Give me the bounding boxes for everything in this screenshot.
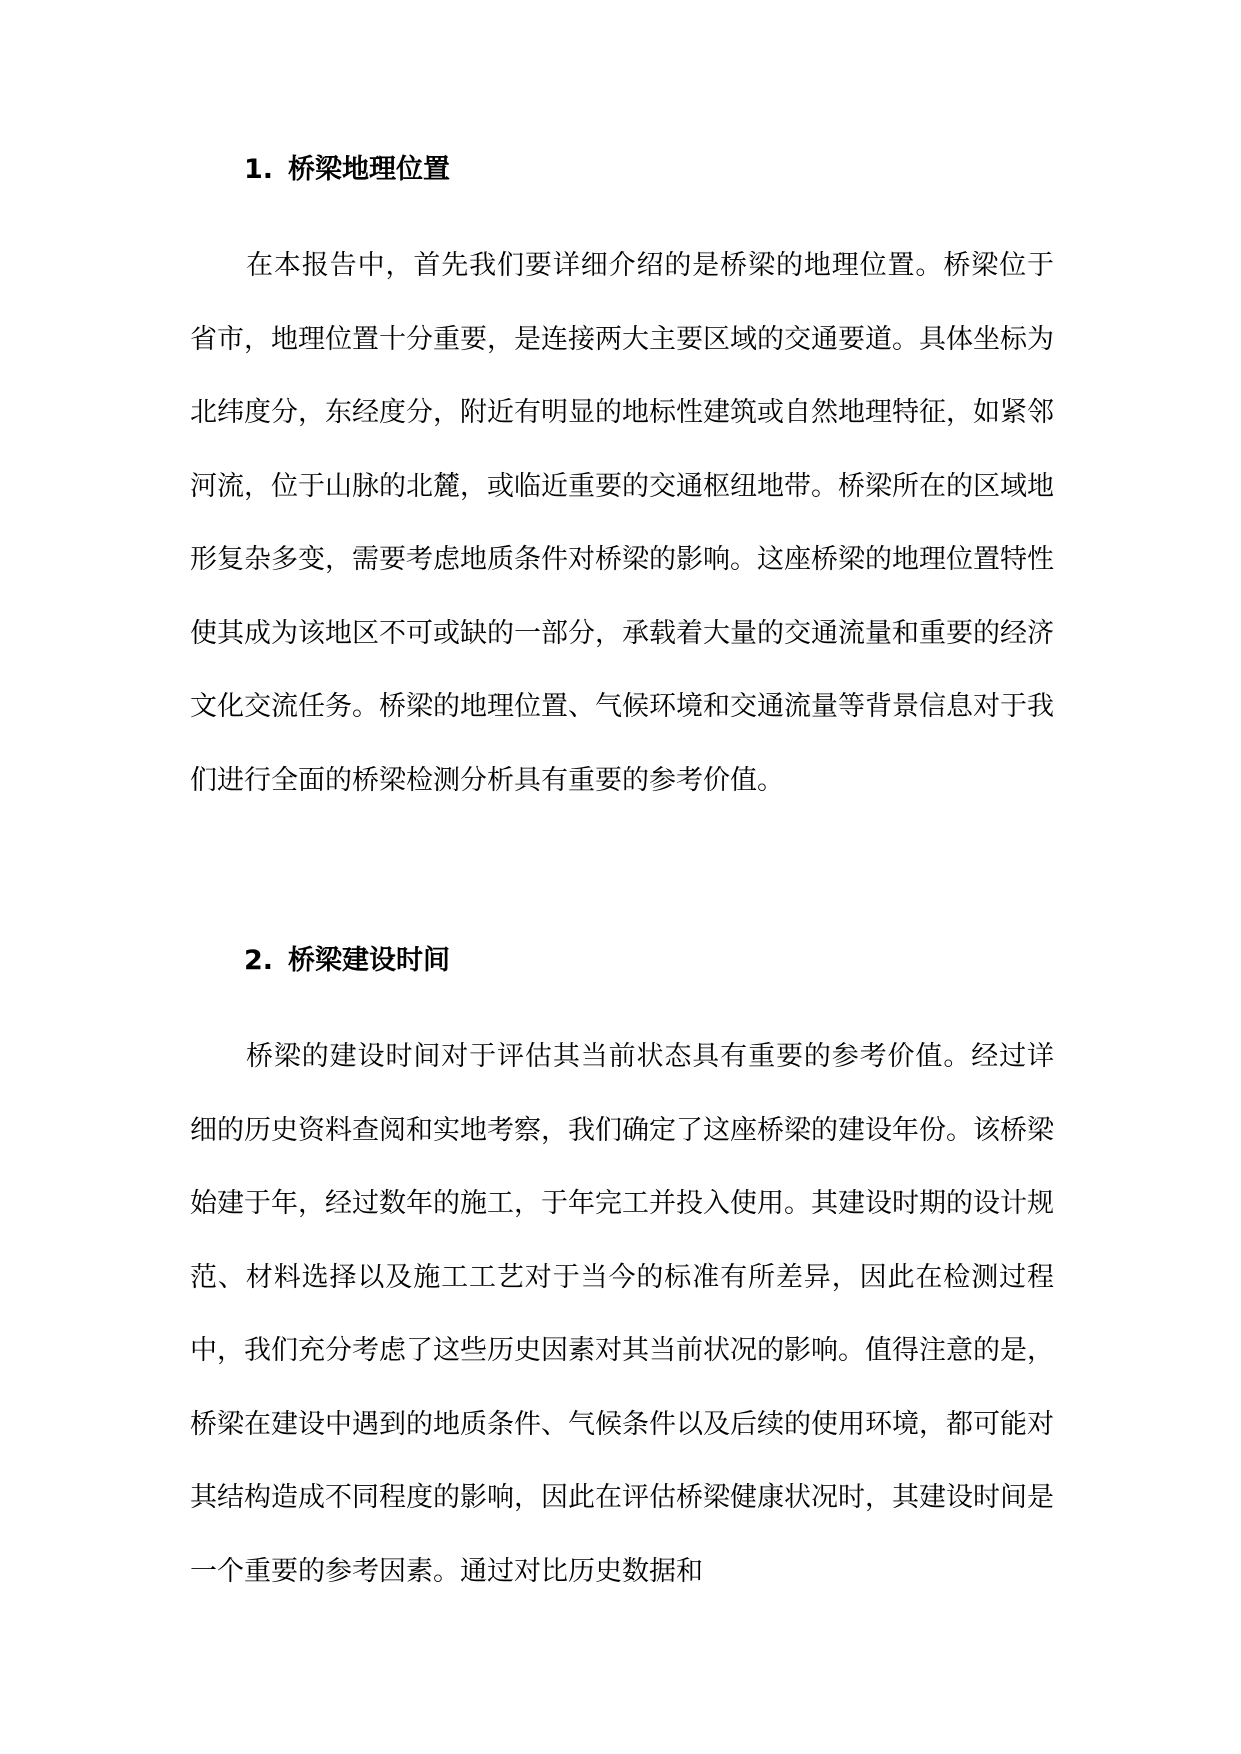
section-heading [190, 941, 1054, 981]
section-paragraph: 在本报告中，首先我们要详细介绍的是桥梁的地理位置。桥梁位于省市，地理位置十分重要，是连接两大主要区域的交通要道。具体坐标为北纬度分，东经度分，附近有明显的地标性建筑或自然地理特征，如紧邻河流，位于山脉的北麓，或临近重要的交通枢纽地带。桥梁所在的区域地形复杂多变，需要考虑地质条件对桥梁的影响。这座桥梁的地理位置特性使其成为该地区不可或缺的一部分，承载着大量的交通流量和重要的经济文化交流任务。桥梁的地理位置、气候环境和交通流量等背景信息对于我们进行全面的桥梁检测分析具有重要的参考价值。 [190, 250, 1054, 796]
section-paragraph: 桥梁的建设时间对于评估其当前状态具有重要的参考价值。经过详细的历史资料查阅和实地考察，我们确定了这座桥梁的建设年份。该桥梁始建于年，经过数年的施工，于年完工并投入使用。其建设时期的设计规范、材料选择以及施工工艺对于当今的标准有所差异，因此在检测过程中，我们充分考虑了这些历史因素对其当前状况的影响。值得注意的是，桥梁在建设中遇到的地质条件、气候条件以及后续的使用环境，都可能对其结构造成不同程度的影响，因此在评估桥梁健康状况时，其建设时间是一个重要的参考因素。通过对比历史数据和 [190, 1041, 1054, 1587]
section-geographic-location [190, 150, 1054, 817]
section-heading [190, 150, 1054, 190]
section-number: 1. [244, 154, 274, 185]
section-title: 桥梁建设时间 [288, 945, 450, 976]
section-number: 2. [244, 945, 274, 976]
section-construction-time [190, 941, 1054, 1608]
section-title: 桥梁地理位置 [288, 154, 450, 185]
